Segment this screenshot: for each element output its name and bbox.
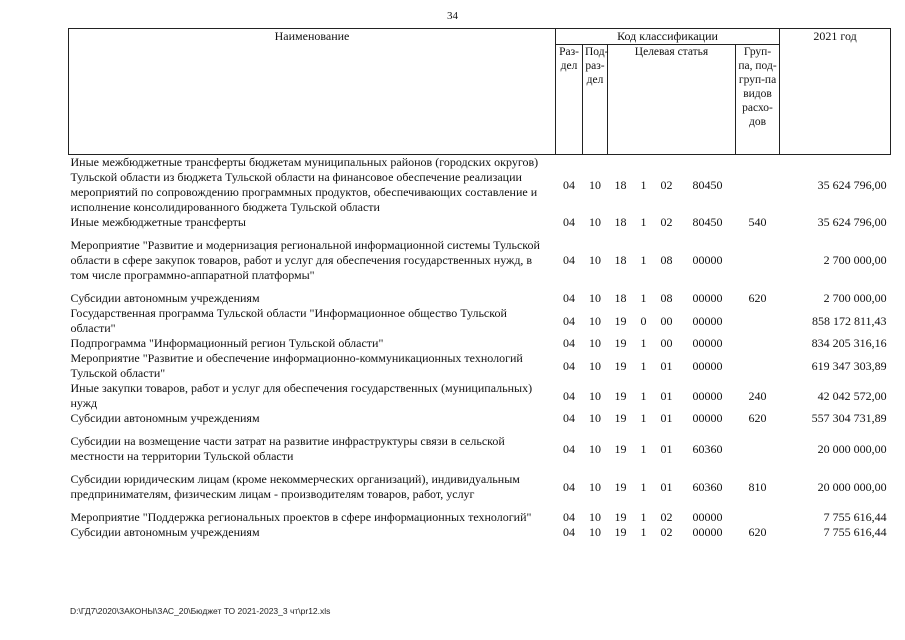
header-year: 2021 год [780, 29, 891, 155]
cell-vr: 810 [748, 479, 767, 494]
cell-c4: 00000 [692, 525, 723, 539]
cell-c2: 1 [640, 510, 647, 524]
cell-amount: 2 700 000,00 [823, 253, 887, 267]
cell-amount: 20 000 000,00 [817, 479, 887, 494]
header-name: Наименование [69, 29, 556, 155]
cell-vr [736, 434, 780, 464]
cell-c1: 18 [614, 215, 627, 229]
cell-amount: 858 172 811,43 [812, 313, 887, 328]
cell-c2: 1 [640, 411, 647, 425]
cell-c1: 19 [614, 479, 627, 494]
spacer-cell [69, 283, 891, 291]
cell-vr [736, 510, 780, 525]
cell-c4: 00000 [692, 253, 723, 267]
cell-c3: 02 [660, 177, 673, 192]
cell-pr: 10 [589, 388, 601, 403]
cell-c2: 1 [640, 358, 647, 373]
cell-c3: 08 [660, 291, 673, 305]
cell-vr: 620 [748, 411, 767, 425]
cell-name: Подпрограмма "Информационный регион Тульской области" [70, 336, 384, 350]
spacer-cell [69, 230, 891, 238]
row-spacer [69, 464, 891, 472]
file-path-footer: D:\ГД7\2020\ЗАКОНЫ\ЗАС_20\Бюджет ТО 2021-2023_3 чт\pr12.xls [70, 606, 331, 616]
table-row [69, 510, 891, 525]
cell-c1: 19 [614, 525, 627, 539]
cell-vr [736, 238, 780, 283]
cell-amount: 2 700 000,00 [823, 291, 887, 305]
cell-rz: 04 [563, 510, 575, 524]
table-row [69, 411, 891, 426]
cell-name: Иные межбюджетные трансферты бюджетам муниципальных районов (городских округов) Тульской области из бюджета Тульской области на финансовое обеспечение реализации мероприятий по сопровождению программных продуктов, обеспечивающих составление и исполнение консолидированного бюджета Тульской области [70, 155, 539, 214]
cell-c4: 00000 [692, 313, 723, 328]
cell-rz: 04 [563, 388, 575, 403]
cell-amount: 42 042 572,00 [817, 388, 887, 403]
cell-amount: 35 624 796,00 [817, 215, 887, 229]
cell-pr: 10 [589, 336, 601, 350]
cell-c1: 19 [614, 336, 627, 350]
cell-c4: 60360 [692, 479, 723, 494]
cell-c2: 0 [640, 313, 647, 328]
cell-rz: 04 [563, 313, 575, 328]
cell-pr: 10 [589, 215, 601, 229]
cell-c4: 60360 [692, 441, 723, 456]
cell-c4: 80450 [692, 177, 723, 192]
cell-rz: 04 [563, 525, 575, 539]
cell-rz: 04 [563, 253, 575, 267]
table-row [69, 306, 891, 336]
cell-rz: 04 [563, 441, 575, 456]
table-row [69, 215, 891, 230]
cell-vr [736, 351, 780, 381]
row-spacer [69, 502, 891, 510]
cell-c1: 19 [614, 358, 627, 373]
table-row [69, 381, 891, 411]
cell-pr: 10 [589, 510, 601, 524]
cell-rz: 04 [563, 177, 575, 192]
row-spacer [69, 426, 891, 434]
cell-vr: 620 [748, 291, 767, 305]
spacer-cell [69, 502, 891, 510]
cell-name: Иные закупки товаров, работ и услуг для обеспечения государственных (муниципальных) нужд [70, 381, 533, 410]
cell-c2: 1 [640, 479, 647, 494]
cell-c3: 02 [660, 525, 673, 539]
cell-c3: 00 [660, 313, 673, 328]
table-row [69, 351, 891, 381]
cell-c2: 1 [640, 336, 647, 350]
cell-c3: 00 [660, 336, 673, 350]
cell-rz: 04 [563, 336, 575, 350]
cell-c4: 00000 [692, 358, 723, 373]
cell-c1: 19 [614, 411, 627, 425]
cell-c4: 00000 [692, 411, 723, 425]
spacer-cell [69, 426, 891, 434]
cell-pr: 10 [589, 177, 601, 192]
cell-vr: 620 [748, 525, 767, 539]
cell-vr [736, 155, 780, 216]
table-row [69, 336, 891, 351]
cell-amount: 7 755 616,44 [823, 525, 887, 539]
cell-name: Субсидии юридическим лицам (кроме некоммерческих организаций), индивидуальным предпринимателям, физическим лицам - производителям товаров, работ, услуг [70, 472, 520, 501]
cell-pr: 10 [589, 358, 601, 373]
cell-pr: 10 [589, 291, 601, 305]
cell-c4: 00000 [692, 291, 723, 305]
cell-c2: 1 [640, 253, 647, 267]
header-expense-group: Груп-па, под-груп-па видов расхо-дов [736, 45, 780, 155]
cell-c4: 00000 [692, 388, 723, 403]
table-row [69, 434, 891, 464]
cell-rz: 04 [563, 358, 575, 373]
cell-rz: 04 [563, 291, 575, 305]
budget-table [68, 28, 891, 540]
cell-name: Государственная программа Тульской области "Информационное общество Тульской области" [70, 306, 507, 335]
cell-rz: 04 [563, 479, 575, 494]
cell-c3: 02 [660, 510, 673, 524]
cell-c1: 19 [614, 441, 627, 456]
cell-pr: 10 [589, 253, 601, 267]
cell-c1: 19 [614, 510, 627, 524]
header-subsection: Под-раз-дел [583, 45, 608, 155]
cell-c4: 00000 [692, 510, 723, 524]
cell-amount: 20 000 000,00 [817, 441, 887, 456]
row-spacer [69, 230, 891, 238]
header-target-article: Целевая статья [608, 45, 736, 155]
cell-name: Мероприятие "Развитие и модернизация региональной информационной системы Тульской области в сфере закупок товаров, работ и услуг для обеспечения государственных нужд, в том числе программно-аппаратной платформы" [70, 238, 540, 282]
cell-amount: 834 205 316,16 [811, 336, 887, 350]
cell-c3: 02 [660, 215, 673, 229]
cell-c3: 01 [660, 388, 673, 403]
cell-c4: 00000 [692, 336, 723, 350]
cell-c3: 01 [660, 411, 673, 425]
cell-c2: 1 [640, 441, 647, 456]
cell-c3: 08 [660, 253, 673, 267]
table-row [69, 472, 891, 502]
header-classification: Код классификации [556, 29, 780, 45]
cell-vr: 540 [748, 215, 767, 229]
cell-vr: 240 [748, 388, 767, 403]
cell-c1: 18 [614, 177, 627, 192]
cell-rz: 04 [563, 215, 575, 229]
cell-name: Субсидии автономным учреждениям [70, 411, 260, 425]
cell-c2: 1 [640, 525, 647, 539]
row-spacer [69, 283, 891, 291]
cell-rz: 04 [563, 411, 575, 425]
cell-c3: 01 [660, 479, 673, 494]
cell-name: Субсидии автономным учреждениям [70, 291, 260, 305]
cell-vr [736, 336, 780, 351]
cell-name: Мероприятие "Развитие и обеспечение информационно-коммуникационных технологий Тульской области" [70, 351, 523, 380]
cell-vr [736, 306, 780, 336]
cell-c1: 19 [614, 313, 627, 328]
cell-name: Иные межбюджетные трансферты [70, 215, 246, 229]
cell-name: Субсидии на возмещение части затрат на развитие инфраструктуры связи в сельской местности на территории Тульской области [70, 434, 505, 463]
table-row [69, 291, 891, 306]
cell-pr: 10 [589, 411, 601, 425]
cell-amount: 7 755 616,44 [823, 510, 887, 524]
cell-c3: 01 [660, 441, 673, 456]
cell-amount: 619 347 303,89 [811, 358, 887, 373]
table-row [69, 238, 891, 283]
cell-c2: 1 [640, 291, 647, 305]
cell-c2: 1 [640, 215, 647, 229]
cell-name: Субсидии автономным учреждениям [70, 525, 260, 539]
cell-c1: 19 [614, 388, 627, 403]
cell-c4: 80450 [692, 215, 723, 229]
cell-pr: 10 [589, 441, 601, 456]
cell-pr: 10 [589, 313, 601, 328]
cell-pr: 10 [589, 525, 601, 539]
cell-name: Мероприятие "Поддержка региональных проектов в сфере информационных технологий" [70, 510, 532, 524]
table-row [69, 155, 891, 216]
page-number: 34 [447, 10, 458, 22]
cell-c1: 18 [614, 253, 627, 267]
header-section: Раз-дел [556, 45, 583, 155]
cell-c3: 01 [660, 358, 673, 373]
table-row [69, 525, 891, 540]
cell-amount: 35 624 796,00 [817, 177, 887, 192]
spacer-cell [69, 464, 891, 472]
cell-c2: 1 [640, 388, 647, 403]
cell-c2: 1 [640, 177, 647, 192]
table-body [69, 155, 891, 541]
cell-amount: 557 304 731,89 [811, 411, 887, 425]
cell-pr: 10 [589, 479, 601, 494]
cell-c1: 18 [614, 291, 627, 305]
